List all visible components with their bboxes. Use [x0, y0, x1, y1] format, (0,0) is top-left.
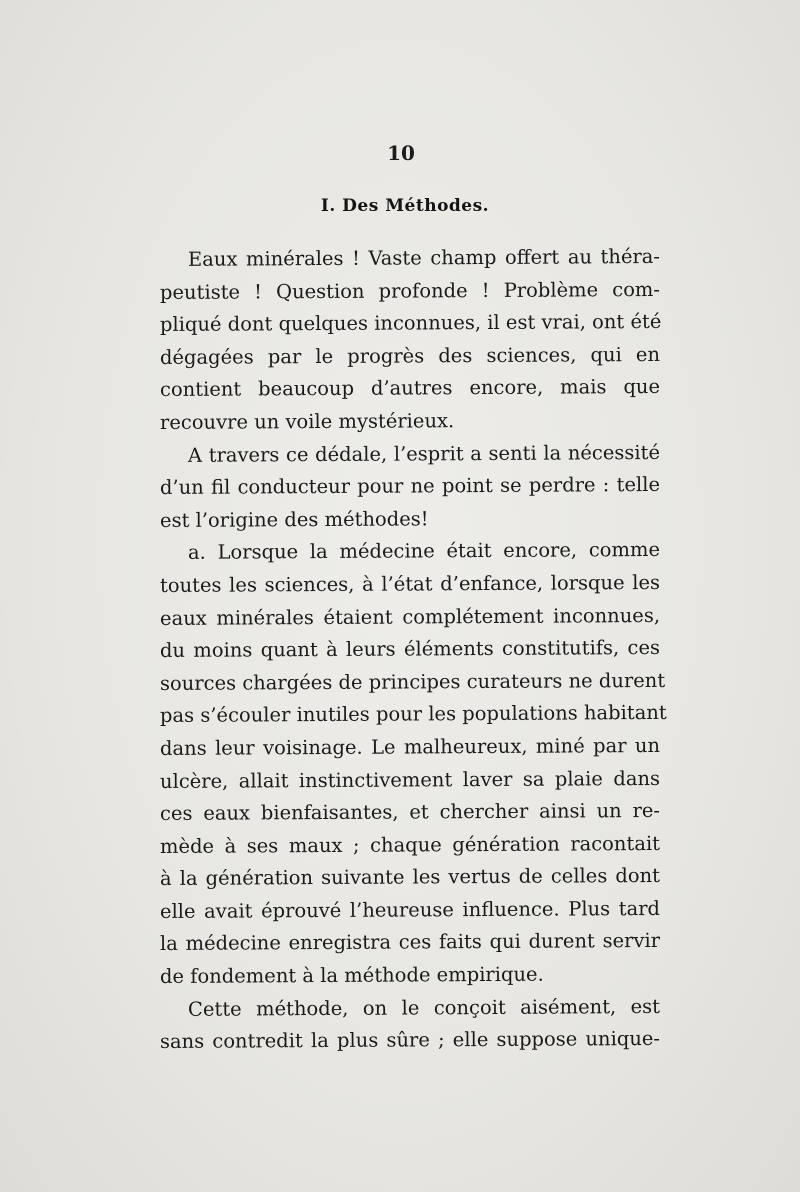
text-line: est l’origine des méthodes! [159, 507, 429, 532]
text-line: Cette méthode, on le conçoit aisément, est [187, 994, 661, 1021]
text-line: pliqué dont quelques inconnues, il est vrai, ont été [159, 310, 662, 337]
text-line: dégagées par le progrès des sciences, qui en [159, 342, 661, 369]
body-text [159, 244, 667, 1059]
text-line: sources chargées de principes curateurs ne durent [159, 668, 666, 695]
page-number: 10 [387, 141, 415, 165]
text-line: d’un fil conducteur pour ne point se perdre : telle [159, 473, 661, 500]
text-line: Eaux minérales ! Vaste champ offert au théra- [187, 244, 661, 271]
text-line: à la génération suivante les vertus de celles dont [159, 864, 661, 891]
text-line: sans contredit la plus sûre ; elle suppose unique- [159, 1027, 661, 1054]
text-line: recouvre un voile mystérieux. [159, 409, 455, 434]
text-line: eaux minérales étaient complétement inconnues, [159, 603, 661, 630]
text-line: dans leur voisinage. Le malheureux, miné par un [159, 733, 661, 760]
text-line: ces eaux bienfaisantes, et chercher ainsi un re- [159, 799, 661, 826]
text-line: peutiste ! Question profonde ! Problème com- [159, 277, 661, 304]
text-line: a. Lorsque la médecine était encore, comme [187, 538, 661, 565]
text-line: A travers ce dédale, l’esprit a senti la nécessité [187, 440, 661, 467]
text-line: du moins quant à leurs éléments constitutifs, ces [159, 636, 661, 663]
text-line: contient beaucoup d’autres encore, mais que [159, 375, 661, 402]
text-line: ulcère, allait instinctivement laver sa plaie dans [159, 766, 661, 793]
text-line: elle avait éprouvé l’heureuse influence. Plus tard [159, 896, 661, 923]
section-heading: I. Des Méthodes. [320, 196, 490, 216]
text-line: de fondement à la méthode empirique. [159, 962, 544, 989]
text-line: la médecine enregistra ces faits qui durent servir [159, 929, 661, 956]
text-line: mède à ses maux ; chaque génération racontait [159, 831, 661, 858]
text-line: pas s’écouler inutiles pour les populations habitant [159, 701, 667, 728]
text-line: toutes les sciences, à l’état d’enfance, lorsque les [159, 570, 661, 597]
